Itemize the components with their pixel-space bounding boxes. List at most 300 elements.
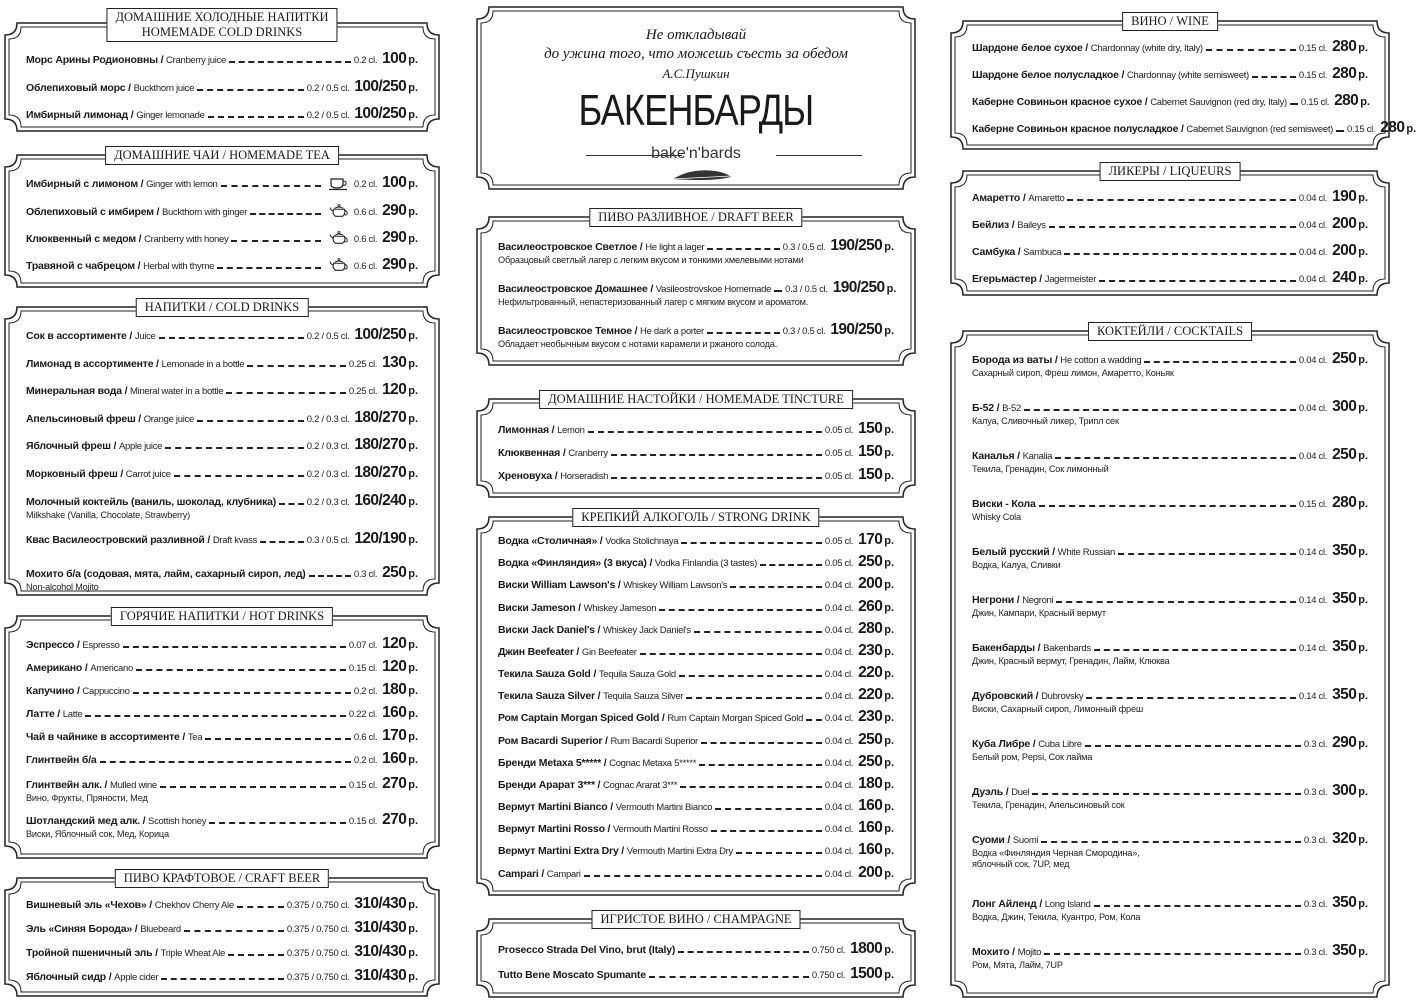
item-price: 310/430 — [354, 943, 407, 960]
item-name-en: Cabernet Sauvignon (red semisweet) — [1186, 124, 1334, 135]
leader-dots — [1290, 103, 1298, 105]
item-name: Шардоне белое сухое / Chardonnay (white dry, Italy) — [972, 42, 1203, 54]
item-price: 160/240 — [354, 492, 407, 509]
menu-item-row — [972, 942, 1368, 960]
item-name-en: Herbal with thyme — [143, 261, 215, 272]
menu-item-row — [972, 446, 1368, 464]
menu-item-row — [498, 664, 894, 682]
menu-item-row — [972, 638, 1368, 656]
item-name: Борода из ваты / He cotton a wadding — [972, 354, 1142, 366]
leader-dots — [1094, 905, 1301, 907]
item-volume: 0.2 cl. — [353, 179, 378, 190]
item-volume: 0.15 cl. — [348, 663, 378, 674]
currency-label: р. — [884, 325, 894, 337]
item-name-en: White Russian — [1057, 547, 1116, 558]
panel-title: КРЕПКИЙ АЛКОГОЛЬ / STRONG DRINK — [572, 508, 819, 527]
item-price: 250 — [1332, 446, 1357, 463]
item-volume: 0.14 cl. — [1298, 595, 1328, 606]
item-name-en: Jagermeister — [1044, 274, 1097, 285]
item-price: 350 — [1332, 638, 1357, 655]
panel-tincture — [476, 392, 916, 498]
item-name: Дубровский / Dubrovsky — [972, 690, 1084, 702]
item-description: Калуа, Сливочный ликер, Трипл сек — [972, 416, 1119, 426]
menu-item — [498, 708, 894, 726]
item-name-en: Apple juice — [118, 441, 163, 452]
item-name-en: Lemon — [557, 425, 585, 436]
menu-item — [972, 590, 1368, 619]
currency-label: р. — [884, 845, 894, 857]
menu-item-row — [498, 864, 894, 882]
menu-item — [972, 830, 1368, 870]
item-volume: 0.375 / 0.750 cl. — [286, 924, 350, 935]
item-price: 190 — [1332, 188, 1357, 205]
menu-item — [972, 350, 1368, 379]
leader-dots — [229, 61, 351, 63]
cup-icon — [328, 175, 350, 191]
panel-craft-beer — [4, 871, 440, 997]
currency-label: р. — [884, 969, 894, 981]
item-name-en: Latte — [62, 709, 83, 720]
leader-dots — [226, 392, 346, 394]
item-price: 100 — [382, 174, 407, 191]
menu-item-row — [498, 620, 894, 638]
menu-item-row — [26, 530, 418, 548]
item-price: 180/270 — [354, 464, 407, 481]
currency-label: р. — [884, 690, 894, 702]
item-price: 300 — [1332, 782, 1357, 799]
menu-item-row — [26, 492, 418, 510]
item-name: Василеостровское Темное / He dark a porter — [498, 325, 704, 337]
item-price: 250 — [382, 564, 407, 581]
item-volume: 0.2 cl. — [353, 55, 378, 66]
item-name-en: Negroni — [1022, 595, 1054, 606]
item-name-en: Juice — [134, 331, 156, 342]
item-name-en: Whiskey Jack Daniel's — [602, 625, 691, 636]
item-name: Молочный коктейль (ваниль, шоколад, клубника) — [26, 496, 277, 508]
item-name-en: Ginger with lemon — [146, 179, 218, 190]
menu-item — [26, 381, 418, 399]
leader-dots — [174, 475, 304, 477]
leader-dots — [1044, 953, 1301, 955]
menu-item — [26, 354, 418, 372]
item-name: Егерьмастер / Jagermeister — [972, 273, 1097, 285]
item-name-en: He light a lager — [645, 242, 705, 253]
menu-item — [26, 464, 418, 482]
item-name: Латте / Latte — [26, 708, 83, 720]
menu-item — [498, 642, 894, 660]
item-price: 230 — [858, 642, 883, 659]
panel-title: ДОМАШНИЕ ЧАИ / HOMEMADE TEA — [105, 146, 339, 165]
menu-item — [26, 658, 418, 676]
leader-dots — [1094, 649, 1296, 651]
leader-dots — [228, 954, 284, 956]
currency-label: р. — [884, 823, 894, 835]
leader-dots — [1055, 457, 1296, 459]
currency-label: р. — [408, 440, 418, 452]
leader-dots — [806, 719, 822, 721]
item-name: Негрони / Negroni — [972, 594, 1054, 606]
currency-label: р. — [1406, 123, 1416, 135]
leader-dots — [707, 248, 779, 250]
item-name: Текила Sauza Gold / Tequila Sauza Gold — [498, 668, 676, 680]
item-price: 220 — [858, 686, 883, 703]
currency-label: р. — [408, 54, 418, 66]
currency-label: р. — [408, 358, 418, 370]
item-price: 130 — [382, 354, 407, 371]
item-price: 270 — [382, 775, 407, 792]
feather-icon — [671, 168, 733, 182]
item-price: 290 — [382, 202, 407, 219]
item-name: Виски - Кола — [972, 498, 1036, 510]
item-description: Ром, Мята, Лайм, 7UP — [972, 960, 1063, 970]
leader-dots — [159, 337, 304, 339]
item-name: Tutto Bene Moscato Spumante — [498, 969, 646, 981]
item-description: Вино, Фрукты, Пряности, Мед — [26, 793, 148, 803]
panel-title: ГОРЯЧИЕ НАПИТКИ / HOT DRINKS — [111, 607, 333, 626]
menu-item-row — [498, 708, 894, 726]
item-name-en: Vermouth Martini Extra Dry — [626, 846, 733, 857]
item-volume: 0.14 cl. — [1298, 691, 1328, 702]
leader-dots — [237, 906, 284, 908]
item-name: Ром Captain Morgan Spiced Gold / Rum Captain Morgan Spiced Gold — [498, 712, 804, 724]
item-volume: 0.07 cl. — [348, 640, 378, 651]
currency-label: р. — [884, 646, 894, 658]
menu-item-row — [972, 542, 1368, 560]
item-name: Имбирный с лимоном / Ginger with lemon — [26, 178, 218, 190]
frame-outer — [477, 919, 915, 997]
panel-liqueurs — [950, 164, 1390, 296]
item-volume: 0.04 cl. — [1298, 403, 1328, 414]
currency-label: р. — [1358, 738, 1368, 750]
leader-dots — [123, 646, 346, 648]
item-price: 170 — [858, 531, 883, 548]
item-name: Вермут Martini Bianco / Vermouth Martini Bianco — [498, 801, 713, 813]
teapot-icon — [328, 257, 350, 273]
item-name-en: Vasileostrovskoe Homemade — [655, 284, 772, 295]
menu-item-row — [498, 466, 894, 484]
item-name: Бакенбарды / Bakenbards — [972, 642, 1091, 654]
item-volume: 0.3 cl. — [1303, 835, 1328, 846]
item-volume: 0.15 cl. — [1300, 97, 1330, 108]
currency-label: р. — [1358, 898, 1368, 910]
leader-dots — [1041, 841, 1301, 843]
menu-item-row — [26, 658, 418, 676]
item-name-en: Gin Beefeater — [581, 647, 637, 658]
menu-item-row — [972, 494, 1368, 512]
menu-item-row — [972, 782, 1368, 800]
item-price: 310/430 — [354, 967, 407, 984]
item-price: 200 — [1332, 242, 1357, 259]
menu-item-row — [26, 919, 418, 937]
panel-cocktails — [950, 324, 1390, 998]
item-name: Дуэль / Duel — [972, 786, 1030, 798]
leader-dots — [1252, 76, 1296, 78]
item-volume: 0.2 / 0.5 cl. — [306, 110, 350, 121]
menu-item — [972, 494, 1368, 523]
quote-line-1: Не откладывай — [645, 27, 747, 43]
menu-item-row — [972, 38, 1368, 56]
item-name-en: Vodka Stolichnaya — [605, 536, 679, 547]
item-name: Клюквенная / Cranberry — [498, 447, 608, 459]
item-name: Виски William Lawson's / Whiskey William Lawson's — [498, 579, 728, 591]
item-volume: 0.04 cl. — [824, 846, 854, 857]
item-name-en: Suomi — [1012, 835, 1039, 846]
leader-dots — [136, 669, 346, 671]
item-volume: 0.04 cl. — [824, 824, 854, 835]
menu-item-row — [26, 326, 418, 344]
item-volume: 0.04 cl. — [1298, 451, 1328, 462]
item-price: 350 — [1332, 942, 1357, 959]
menu-item — [498, 965, 894, 983]
currency-label: р. — [408, 754, 418, 766]
currency-label: р. — [884, 944, 894, 956]
leader-dots — [100, 761, 351, 763]
item-name: Водка «Финляндия» (3 вкуса) / Vodka Finlandia (3 tastes) — [498, 557, 757, 569]
menu-item-row — [26, 775, 418, 793]
item-name: Травяной с чабрецом / Herbal with thyme — [26, 260, 215, 272]
menu-item-row — [26, 409, 418, 427]
menu-item — [498, 620, 894, 638]
item-volume: 0.05 cl. — [824, 425, 854, 436]
item-name-en: Cuba Libre — [1038, 739, 1082, 750]
item-price: 350 — [1332, 590, 1357, 607]
item-name: Вишневый эль «Чехов» / Chekhov Cherry Ale — [26, 899, 234, 911]
menu-item-row — [26, 174, 418, 192]
item-volume: 0.750 cl. — [811, 970, 846, 981]
menu-item — [972, 65, 1368, 83]
item-volume: 0.04 cl. — [1298, 355, 1328, 366]
currency-label: р. — [408, 385, 418, 397]
item-price: 250 — [858, 553, 883, 570]
item-name-en: Tea — [187, 732, 203, 743]
item-name: Капучино / Cappuccino — [26, 685, 130, 697]
item-name-en: Horseradish — [560, 471, 609, 482]
currency-label: р. — [884, 624, 894, 636]
item-price: 240 — [1332, 269, 1357, 286]
menu-item — [498, 553, 894, 571]
menu-item — [972, 188, 1368, 206]
item-volume: 0.04 cl. — [824, 691, 854, 702]
item-name: Куба Либре / Cuba Libre — [972, 738, 1082, 750]
item-volume: 0.04 cl. — [1298, 193, 1328, 204]
item-name: Лимонная / Lemon — [498, 424, 585, 436]
leader-dots — [760, 564, 822, 566]
menu-item — [498, 775, 894, 793]
panel-title: ВИНО / WINE — [1122, 12, 1218, 31]
menu-item — [498, 531, 894, 549]
menu-item — [26, 50, 418, 68]
panel-champagne — [476, 912, 916, 998]
leader-dots — [1118, 553, 1296, 555]
item-price: 290 — [382, 256, 407, 273]
leader-dots — [1099, 280, 1296, 282]
menu-item-row — [972, 590, 1368, 608]
item-volume: 0.3 cl. — [1303, 787, 1328, 798]
leader-dots — [209, 822, 346, 824]
item-name-en: Tequila Sauza Gold — [598, 669, 676, 680]
logo-line-right — [776, 155, 862, 156]
menu-item — [498, 841, 894, 859]
currency-label: р. — [1358, 42, 1368, 54]
item-name: Вермут Martini Extra Dry / Vermouth Martini Extra Dry — [498, 845, 733, 857]
item-price: 160 — [858, 819, 883, 836]
menu-item-row — [972, 119, 1416, 137]
menu-item-row — [26, 681, 418, 699]
item-volume: 0.04 cl. — [1298, 247, 1328, 258]
menu-item-row — [972, 686, 1368, 704]
item-name-en: Mineral water in a bottle — [130, 386, 224, 397]
item-description: Джин, Красный вермут, Гренадин, Лайм, Клюква — [972, 656, 1170, 666]
currency-label: р. — [408, 496, 418, 508]
item-name: Бренди Metaxa 5***** / Cognac Metaxa 5***** — [498, 757, 697, 769]
item-name: Сок в ассортименте / Juice — [26, 330, 156, 342]
menu-item — [26, 105, 418, 123]
item-volume: 0.05 cl. — [824, 558, 854, 569]
item-description: Образцовый светлый лагер с легким вкусом и тонкими хмелевыми нотами — [498, 255, 804, 265]
menu-item-row — [498, 531, 894, 549]
menu-item-row — [972, 398, 1368, 416]
menu-item-row — [26, 704, 418, 722]
currency-label: р. — [884, 801, 894, 813]
menu-item — [972, 542, 1368, 571]
item-price: 280 — [1380, 119, 1405, 136]
item-description: Джин, Кампари, Красный вермут — [972, 608, 1106, 618]
currency-label: р. — [884, 868, 894, 880]
panel-frame — [476, 918, 916, 998]
leader-dots — [649, 976, 809, 978]
item-price: 120 — [382, 658, 407, 675]
menu-item — [26, 256, 418, 274]
menu-item — [498, 797, 894, 815]
item-name-en: Vermouth Martini Rosso — [612, 824, 708, 835]
item-name-en: Chardonnay (white dry, Italy) — [1090, 43, 1203, 54]
item-volume: 0.04 cl. — [824, 603, 854, 614]
item-description: Milkshake (Vanilla, Chocolate, Strawberry) — [26, 510, 191, 520]
menu-item — [26, 967, 418, 985]
menu-item — [26, 775, 418, 804]
item-name-en: Scottish honey — [148, 816, 207, 827]
item-description: Белый ром, Pepsi, Сок лайма — [972, 752, 1093, 762]
menu-item — [498, 731, 894, 749]
item-name: Самбука / Sambuca — [972, 246, 1062, 258]
menu-item — [972, 782, 1368, 811]
menu-item — [972, 92, 1368, 110]
panel-strong-drink — [476, 510, 916, 896]
menu-item — [498, 279, 897, 308]
item-price: 350 — [1332, 894, 1357, 911]
currency-label: р. — [884, 424, 894, 436]
panel-cold-drinks — [4, 300, 440, 596]
item-name: Имбирный лимонад / Ginger lemonade — [26, 109, 205, 121]
menu-item — [26, 409, 418, 427]
item-price: 280 — [858, 620, 883, 637]
item-volume: 0.750 cl. — [811, 945, 846, 956]
item-price: 100/250 — [354, 78, 407, 95]
item-name: Тройной пшеничный эль / Triple Wheat Ale — [26, 947, 226, 959]
item-name: Квас Василеостровский разливной / Draft kvass — [26, 534, 258, 546]
item-name: Минеральная вода / Mineral water in a bottle — [26, 385, 224, 397]
item-description: Текила, Гренадин, Сок лимонный — [972, 464, 1109, 474]
item-price: 150 — [858, 420, 883, 437]
item-name: Морс Арины Родионовны / Cranberry juice — [26, 54, 226, 66]
currency-label: р. — [408, 639, 418, 651]
leader-dots — [611, 454, 822, 456]
item-description: Водка, Калуа, Сливки — [972, 560, 1061, 570]
menu-item-row — [972, 830, 1368, 848]
currency-label: р. — [884, 579, 894, 591]
item-description: Обладает необычным вкусом с нотами карамели и ржаного солода. — [498, 339, 778, 349]
menu-item-row — [498, 841, 894, 859]
menu-item — [972, 638, 1368, 667]
item-name: Эспрессо / Espresso — [26, 639, 120, 651]
item-name-en: Baileys — [1017, 220, 1046, 231]
item-volume: 0.15 cl. — [348, 780, 378, 791]
currency-label: р. — [884, 735, 894, 747]
item-volume: 0.6 cl. — [353, 234, 378, 245]
item-price: 1800 — [850, 940, 883, 957]
item-volume: 0.15 cl. — [1298, 70, 1328, 81]
currency-label: р. — [1358, 219, 1368, 231]
menu-item — [972, 894, 1368, 923]
item-name: Облепиховый морс / Buckthorn juice — [26, 82, 195, 94]
currency-label: р. — [886, 283, 897, 295]
leader-dots — [133, 692, 351, 694]
panel-title: ИГРИСТОЕ ВИНО / CHAMPAGNE — [592, 910, 801, 929]
item-price: 120/190 — [354, 530, 407, 547]
item-name-en: Cranberry juice — [166, 55, 226, 66]
item-description: Водка «Финляндия Черная Смородина», — [972, 848, 1140, 858]
menu-item — [498, 420, 894, 438]
item-price: 200 — [858, 575, 883, 592]
menu-item-row — [498, 819, 894, 837]
teapot-icon — [328, 230, 350, 246]
currency-label: р. — [408, 662, 418, 674]
currency-label: р. — [884, 712, 894, 724]
menu-item — [972, 119, 1416, 137]
currency-label: р. — [408, 779, 418, 791]
item-price: 1500 — [850, 965, 883, 982]
panel-title: ЛИКЕРЫ / LIQUEURS — [1100, 162, 1241, 181]
leader-dots — [584, 875, 822, 877]
item-name-en: Cognac Metaxa 5***** — [609, 758, 697, 769]
item-name: Яблочный фреш / Apple juice — [26, 440, 163, 452]
menu-item-row — [972, 350, 1368, 368]
item-name: Василеостровское Домашнее / Vasileostrovskoe Homemade — [498, 283, 772, 295]
menu-item-row — [498, 797, 894, 815]
item-name: Глинтвейн алк. / Mulled wine — [26, 779, 157, 791]
item-name-en: Espresso — [82, 640, 120, 651]
menu-item — [26, 704, 418, 722]
item-volume: 0.2 / 0.3 cl. — [306, 497, 350, 508]
panel-hot-drinks — [4, 609, 440, 859]
leader-dots — [701, 742, 822, 744]
currency-label: р. — [408, 708, 418, 720]
menu-item — [498, 864, 894, 882]
leader-dots — [1144, 361, 1296, 363]
item-name-en: Americano — [90, 663, 133, 674]
item-name-en: Cognac Ararat 3*** — [602, 780, 678, 791]
item-name-en: He dark a porter — [640, 326, 704, 337]
item-price: 200 — [858, 864, 883, 881]
menu-item — [26, 564, 418, 593]
item-volume: 0.2 / 0.5 cl. — [306, 83, 350, 94]
menu-item — [972, 269, 1368, 287]
leader-dots — [184, 930, 284, 932]
item-price: 200 — [1332, 215, 1357, 232]
item-name: Каналья / Kanalia — [972, 450, 1053, 462]
item-name: Б-52 / B-52 — [972, 402, 1021, 414]
item-price: 160 — [382, 704, 407, 721]
